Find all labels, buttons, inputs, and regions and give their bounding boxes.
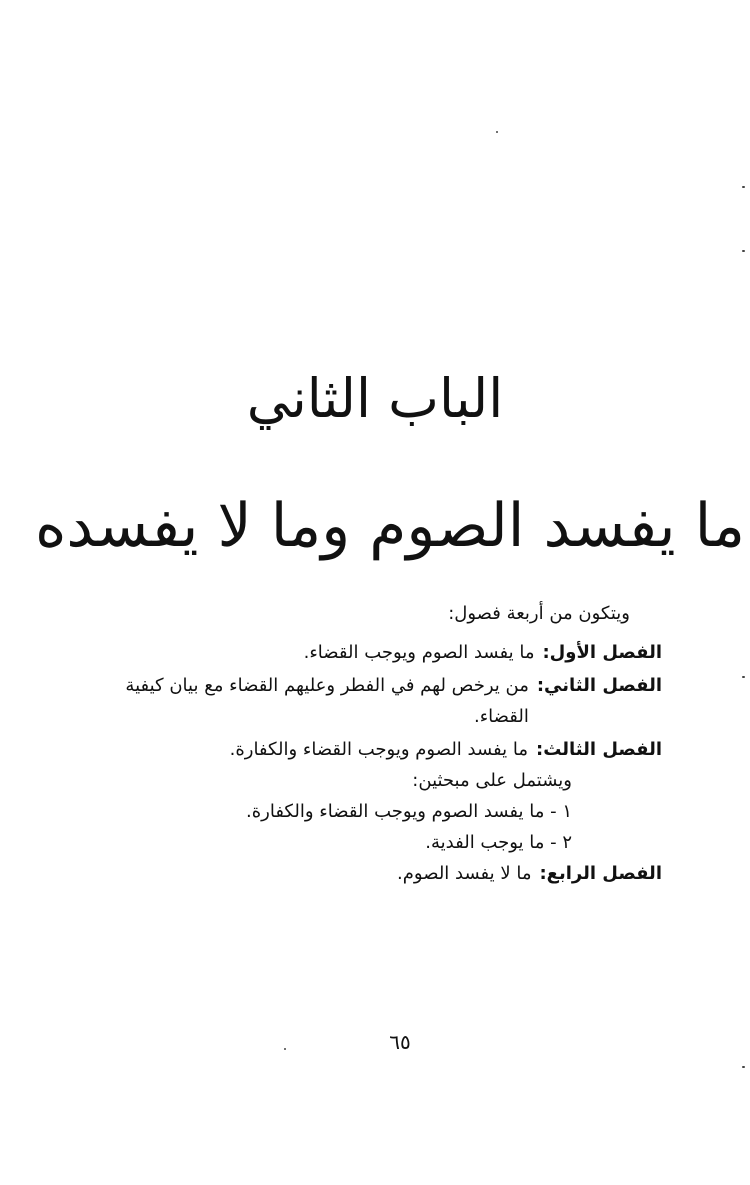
section-text: ما يفسد الصوم ويوجب القضاء والكفارة.: [229, 739, 528, 760]
subsection-intro: ويشتمل على مبحثين:: [412, 770, 572, 791]
chapter-heading: الباب الثاني: [246, 367, 504, 430]
scan-speck: [496, 131, 498, 133]
chapter-title: ما يفسد الصوم وما لا يفسده: [34, 491, 746, 561]
scan-speck: [742, 1066, 745, 1068]
scan-speck: [742, 676, 745, 678]
section-label: الفصل الثاني:: [536, 675, 662, 696]
scan-speck: [742, 186, 745, 188]
section-text: ما لا يفسد الصوم.: [397, 863, 532, 884]
section-row-3: [122, 734, 662, 765]
section-text: من يرخص لهم في الفطر وعليهم القضاء مع بيان كيفية القضاء.: [125, 675, 529, 727]
contents-intro: ويتكون من أربعة فصول:: [448, 603, 630, 624]
section-text: ما يفسد الصوم ويوجب القضاء.: [303, 642, 535, 663]
scan-speck: [742, 250, 745, 252]
subsection-item-1: ١ - ما يفسد الصوم ويوجب القضاء والكفارة.: [245, 801, 572, 822]
subsection-item-2: ٢ - ما يوجب الفدية.: [425, 832, 572, 853]
chapter-contents: [122, 598, 662, 889]
section-row-4: [122, 858, 662, 889]
section-label: الفصل الثالث:: [536, 739, 662, 760]
scan-speck: [284, 1048, 286, 1050]
section-row-1: [122, 637, 662, 668]
section-row-2: [122, 670, 662, 732]
page-number: ٦٥: [389, 1030, 411, 1054]
section-label: الفصل الرابع:: [539, 863, 662, 884]
section-label: الفصل الأول:: [542, 642, 662, 663]
